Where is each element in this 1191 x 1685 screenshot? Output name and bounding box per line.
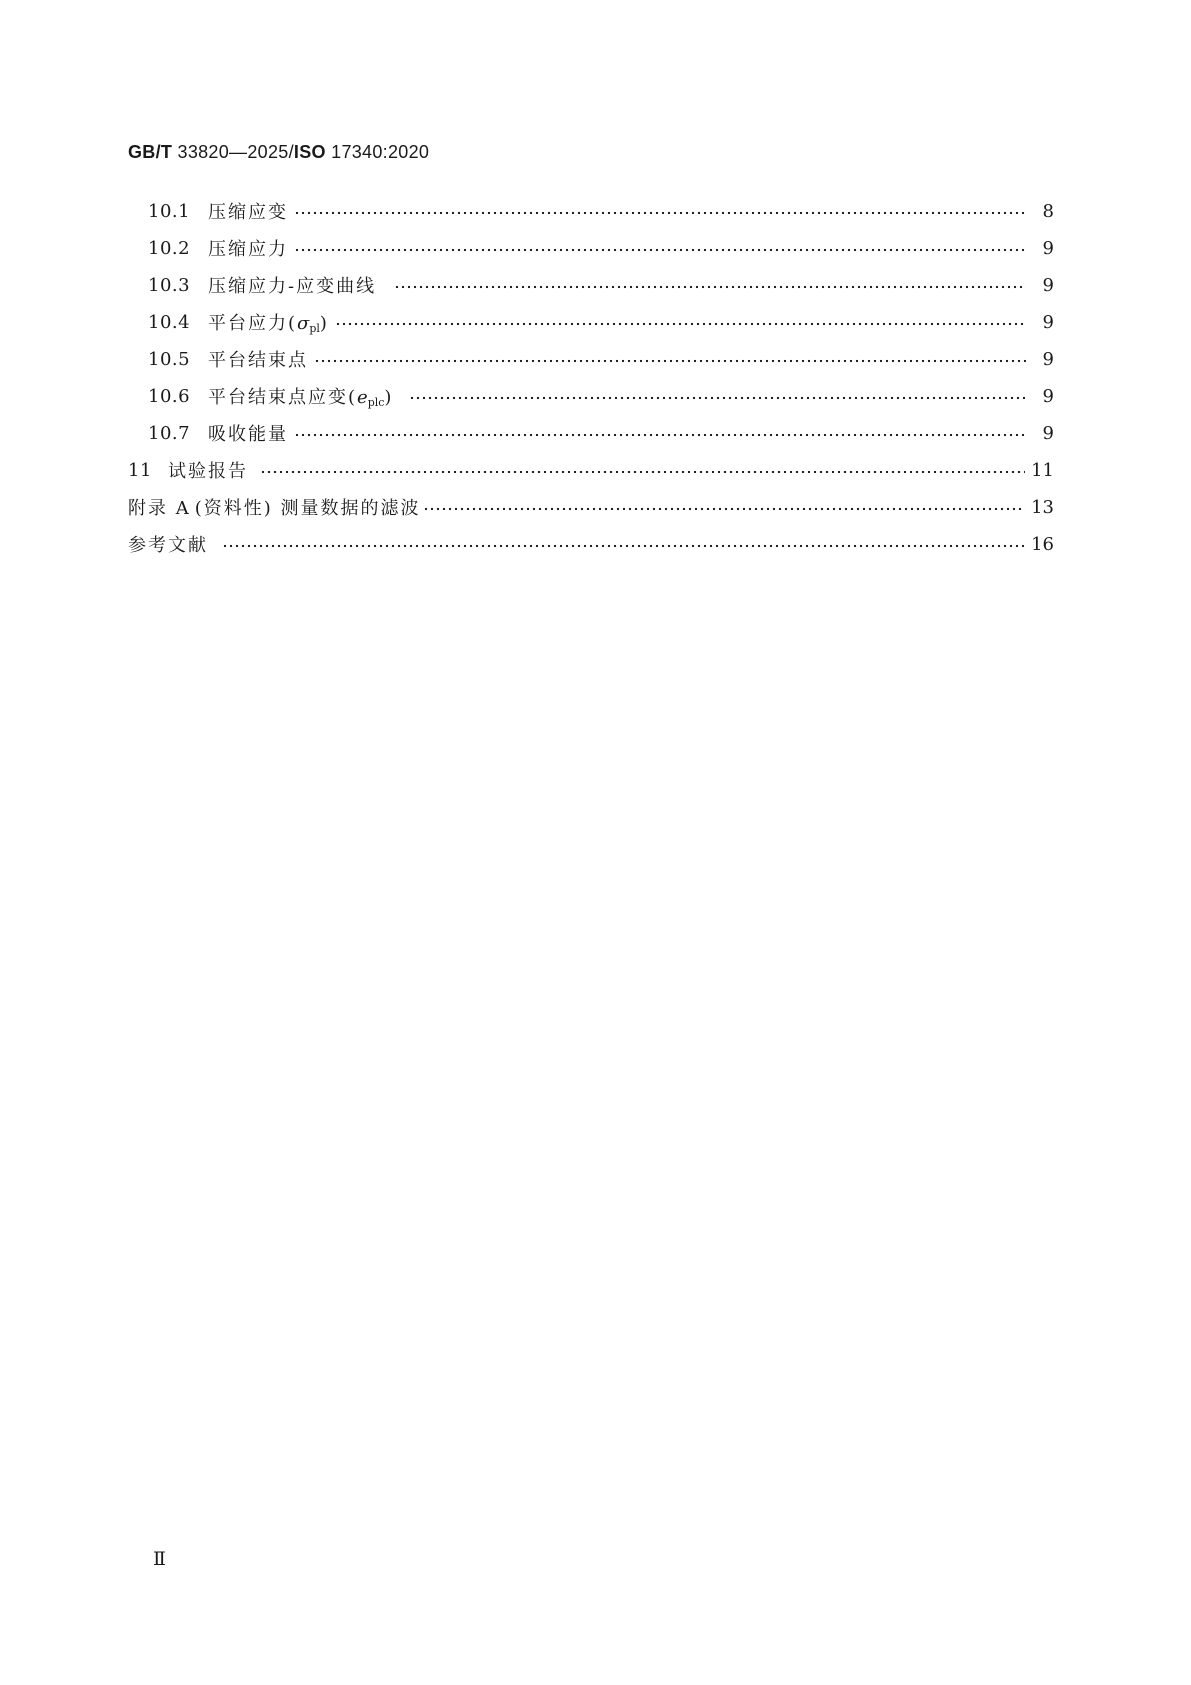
toc-page-number: 9: [1042, 311, 1054, 333]
toc-title: 压缩应变: [208, 202, 288, 223]
dot-leader: [423, 507, 1026, 511]
toc-title: [208, 383, 393, 409]
toc-title: (资料性) 测量数据的滤波: [194, 498, 421, 519]
dot-leader: [294, 248, 1026, 252]
dot-leader: [260, 470, 1025, 474]
toc-entry-10-4[interactable]: [148, 310, 1054, 334]
toc-page-number: 9: [1042, 385, 1054, 407]
page-number: Ⅱ: [153, 1548, 166, 1570]
dot-leader: [294, 211, 1026, 215]
toc-page-number: 9: [1042, 237, 1054, 259]
toc-entry-annex-a[interactable]: [128, 495, 1054, 519]
toc-entry-10-7[interactable]: [148, 421, 1054, 445]
toc-title-text: 平台应力(: [208, 313, 298, 334]
document-header: [128, 142, 429, 163]
toc-number: 11: [128, 459, 152, 481]
dot-leader: [394, 285, 1026, 289]
toc-number: 10.3: [148, 274, 191, 296]
standard-code: GB/T: [128, 142, 173, 162]
dot-leader: [314, 359, 1026, 363]
dot-leader: [222, 544, 1025, 548]
toc-page-number: 13: [1031, 496, 1054, 518]
toc-title: 试验报告: [168, 461, 248, 482]
toc-page-number: 9: [1042, 422, 1054, 444]
toc-title-text: 平台结束点应变(: [208, 387, 358, 408]
toc-page-number: 16: [1031, 533, 1054, 555]
toc-number: 10.4: [148, 311, 191, 333]
toc-title: 压缩应力: [208, 239, 288, 260]
toc-title: 压缩应力-应变曲线: [208, 276, 377, 297]
toc-page-number: 11: [1031, 459, 1054, 481]
toc-number: 10.5: [148, 348, 191, 370]
toc-title: 吸收能量: [208, 424, 288, 445]
toc-page-number: 8: [1042, 200, 1054, 222]
toc-title-close: ): [319, 313, 329, 334]
dot-leader: [409, 396, 1026, 400]
strain-symbol: e: [357, 387, 368, 408]
symbol-subscript: pl: [309, 322, 320, 335]
toc-page-number: 9: [1042, 274, 1054, 296]
toc-number: 10.2: [148, 237, 191, 259]
toc-entry-10-2[interactable]: [148, 236, 1054, 260]
dot-leader: [294, 433, 1026, 437]
toc-title: [208, 309, 329, 335]
standard-number: 33820—2025/: [172, 142, 294, 162]
toc-page-number: 9: [1042, 348, 1054, 370]
toc-title: 平台结束点: [208, 350, 308, 371]
iso-number: 17340:2020: [325, 142, 430, 162]
toc-entry-10-1[interactable]: [148, 199, 1054, 223]
symbol-subscript: plc: [367, 396, 385, 409]
toc-number: 10.6: [148, 385, 191, 407]
toc-entry-10-5[interactable]: [148, 347, 1054, 371]
toc-title-close: ): [384, 387, 394, 408]
toc-entry-10-6[interactable]: [148, 384, 1054, 408]
toc-number: 附录 A: [128, 498, 191, 519]
toc-number: 10.1: [148, 200, 191, 222]
dot-leader: [335, 322, 1026, 326]
toc-number: 10.7: [148, 422, 191, 444]
toc-title: 参考文献: [128, 535, 208, 556]
toc-entry-11[interactable]: [128, 458, 1054, 482]
sigma-symbol: σ: [297, 313, 310, 334]
iso-code: ISO: [293, 142, 326, 162]
toc-entry-10-3[interactable]: [148, 273, 1054, 297]
toc-entry-bibliography[interactable]: [128, 532, 1054, 556]
